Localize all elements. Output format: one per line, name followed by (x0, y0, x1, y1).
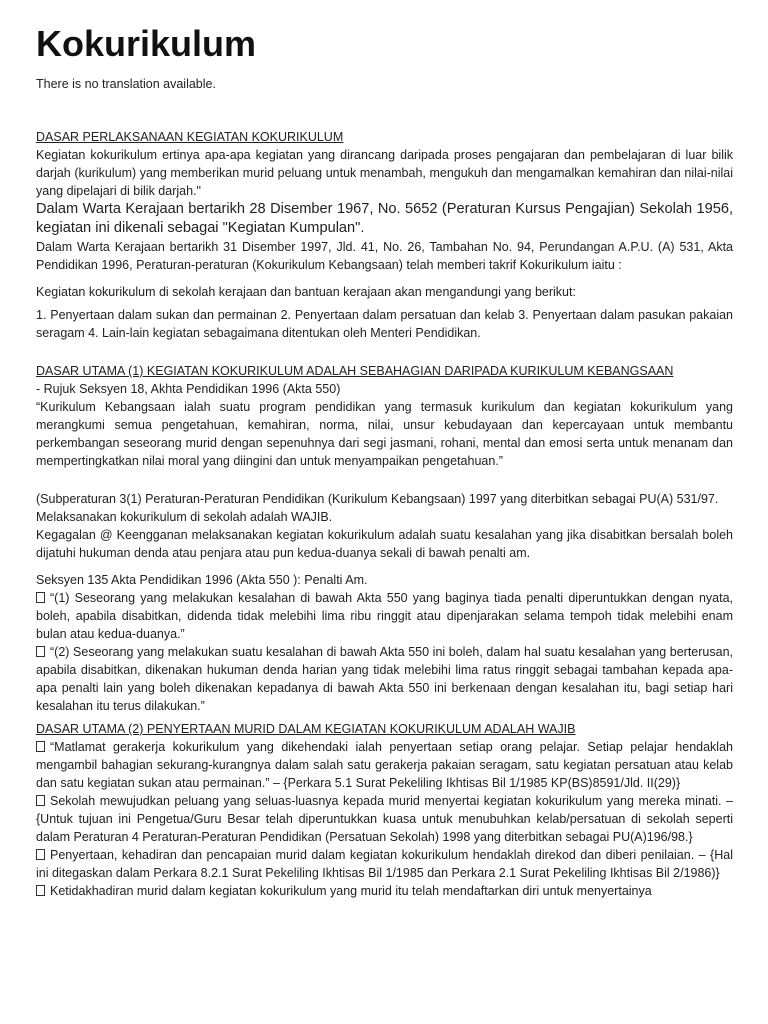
bullet-text: Sekolah mewujudkan peluang yang seluas-luasnya kepada murid menyertai kegiatan kokurikulum yang mereka minati. – {Untuk tujuan ini Pengetua/Guru Besar telah diperuntukkan kuasa untuk menubuhkan kelab/persatuan di sekolah seperti dalam Peraturan 4 Peraturan-Peraturan Pendidikan (Persatuan Sekolah) 1998 yang diterbitkan sebagai PU(A)196/98.} (36, 794, 733, 844)
bullet-box-icon (36, 741, 45, 752)
bullet-paragraph (36, 738, 733, 792)
paragraph-large: Dalam Warta Kerajaan bertarikh 28 Disember 1967, No. 5652 (Peraturan Kursus Pengajian) Sekolah 1956, kegiatan ini dikenali sebagai "Kegiatan Kumpulan". (36, 201, 733, 236)
section-heading: DASAR UTAMA (1) KEGIATAN KOKURIKULUM ADALAH SEBAHAGIAN DARIPADA KURIKULUM KEBANGSAAN (36, 364, 674, 378)
paragraph: Dalam Warta Kerajaan bertarikh 31 Disember 1997, Jld. 41, No. 26, Tambahan No. 94, Perundangan A.P.U. (A) 531, Akta Pendidikan 1996, Peraturan-peraturan (Kokurikulum Kebangsaan) telah memberi takrif Kokurikulum iaitu : (36, 240, 733, 272)
bullet-text: Ketidakhadiran murid dalam kegiatan kokurikulum yang murid itu telah mendaftarkan diri untuk menyertainya (50, 884, 652, 898)
translation-notice: There is no translation available. (36, 77, 216, 91)
bullet-box-icon (36, 885, 45, 896)
bullet-text: “(1) Seseorang yang melakukan kesalahan di bawah Akta 550 yang baginya tiada penalti diperuntukkan dengan nyata, boleh, apabila disabitkan, didenda tidak melebihi lima ribu ringgit atau dipenjarakan selama tempoh tidak melebihi enam bulan atau kedua-duanya.” (36, 591, 733, 641)
reference-line: - Rujuk Seksyen 18, Akhta Pendidikan 1996 (Akta 550) (36, 382, 341, 396)
bullet-text: “Matlamat gerakerja kokurikulum yang dikehendaki ialah penyertaan setiap orang pelajar. Setiap pelajar hendaklah mengambil bahagian sekurang-kurangnya dalam salah satu gerakerja pakaian seragam, satu kegiatan persatuan atau kelab dan satu kegiatan sukan atau permainan.” – {Perkara 5.1 Surat Pekeliling Ikhtisas Bil 1/1985 KP(BS)8591/Jld. II(29)} (36, 740, 733, 790)
section-dasar-utama-1 (36, 362, 733, 715)
paragraph: Kegiatan kokurikulum ertinya apa-apa kegiatan yang dirancang daripada proses pengajaran dan pembelajaran di luar bilik darjah (kurikulum) yang memberikan murid peluang untuk menambah, mengukuh dan mengamalkan kemahiran dan nilai-nilai yang dipelajari di bilik darjah." (36, 148, 733, 198)
bullet-text: Penyertaan, kehadiran dan pencapaian murid dalam kegiatan kokurikulum hendaklah direkod dan diberi penilaian. – {Hal ini ditegaskan dalam Perkara 8.2.1 Surat Pekeliling Ikhtisas Bil 1/1985 dan Perkara 2.1 Surat Pekeliling Ikhtisas Bil 2/1986)} (36, 848, 733, 880)
paragraph: Kegiatan kokurikulum di sekolah kerajaan dan bantuan kerajaan akan mengandungi yang berikut: (36, 285, 576, 299)
bullet-paragraph (36, 589, 733, 643)
bullet-box-icon (36, 795, 45, 806)
bullet-box-icon (36, 646, 45, 657)
paragraph: 1. Penyertaan dalam sukan dan permainan 2. Penyertaan dalam persatuan dan kelab 3. Penyertaan dalam pasukan pakaian seragam 4. Lain-lain kegiatan sebagaimana ditentukan oleh Menteri Pendidikan. (36, 308, 733, 340)
section-dasar-utama-2 (36, 720, 733, 900)
paragraph: (Subperaturan 3(1) Peraturan-Peraturan Pendidikan (Kurikulum Kebangsaan) 1997 yang diterbitkan sebagai PU(A) 531/97. (36, 492, 719, 506)
bullet-text: “(2) Seseorang yang melakukan suatu kesalahan di bawah Akta 550 ini boleh, dalam hal suatu kesalahan yang berterusan, apabila disabitkan, dikenakan hukuman denda harian yang tidak melebihi lima ratus ringgit sebagai tambahan kepada apa-apa penalti lain yang boleh dikenakan kepadanya di bawah Akta 550 ini berkenaan dengan kesalahan itu, bagi setiap hari kesalahan itu terus dilakukan.” (36, 645, 733, 713)
bullet-paragraph (36, 846, 733, 882)
paragraph: Melaksanakan kokurikulum di sekolah adalah WAJIB. (36, 510, 333, 524)
bullet-box-icon (36, 592, 45, 603)
paragraph: Seksyen 135 Akta Pendidikan 1996 (Akta 550 ): Penalti Am. (36, 573, 368, 587)
bullet-paragraph (36, 792, 733, 846)
bullet-box-icon (36, 849, 45, 860)
bullet-paragraph (36, 643, 733, 715)
section-dasar-perlaksanaan (36, 128, 733, 342)
section-heading: DASAR PERLAKSANAAN KEGIATAN KOKURIKULUM (36, 130, 344, 144)
page-title: Kokurikulum (36, 23, 257, 64)
section-heading: DASAR UTAMA (2) PENYERTAAN MURID DALAM KEGIATAN KOKURIKULUM ADALAH WAJIB (36, 722, 576, 736)
quote-paragraph: “Kurikulum Kebangsaan ialah suatu program pendidikan yang termasuk kurikulum dan kegiatan kokurikulum yang merangkumi semua pengetahuan, kemahiran, norma, nilai, unsur kebudayaan dan kepercayaan untuk membantu perkembangan seseorang murid dengan sepenuhnya dari segi jasmani, rohani, mental dan emosi serta untuk menanam dan mempertingkatkan nilai moral yang diingini dan untuk menyampaikan pengetahuan.” (36, 400, 733, 468)
paragraph: Kegagalan @ Keengganan melaksanakan kegiatan kokurikulum adalah suatu kesalahan yang jika disabitkan bersalah boleh dijatuhi hukuman denda atau penjara atau pun kedua-duanya sekali di bawah penalti am. (36, 528, 733, 560)
document-page (36, 0, 733, 900)
bullet-paragraph (36, 882, 733, 900)
